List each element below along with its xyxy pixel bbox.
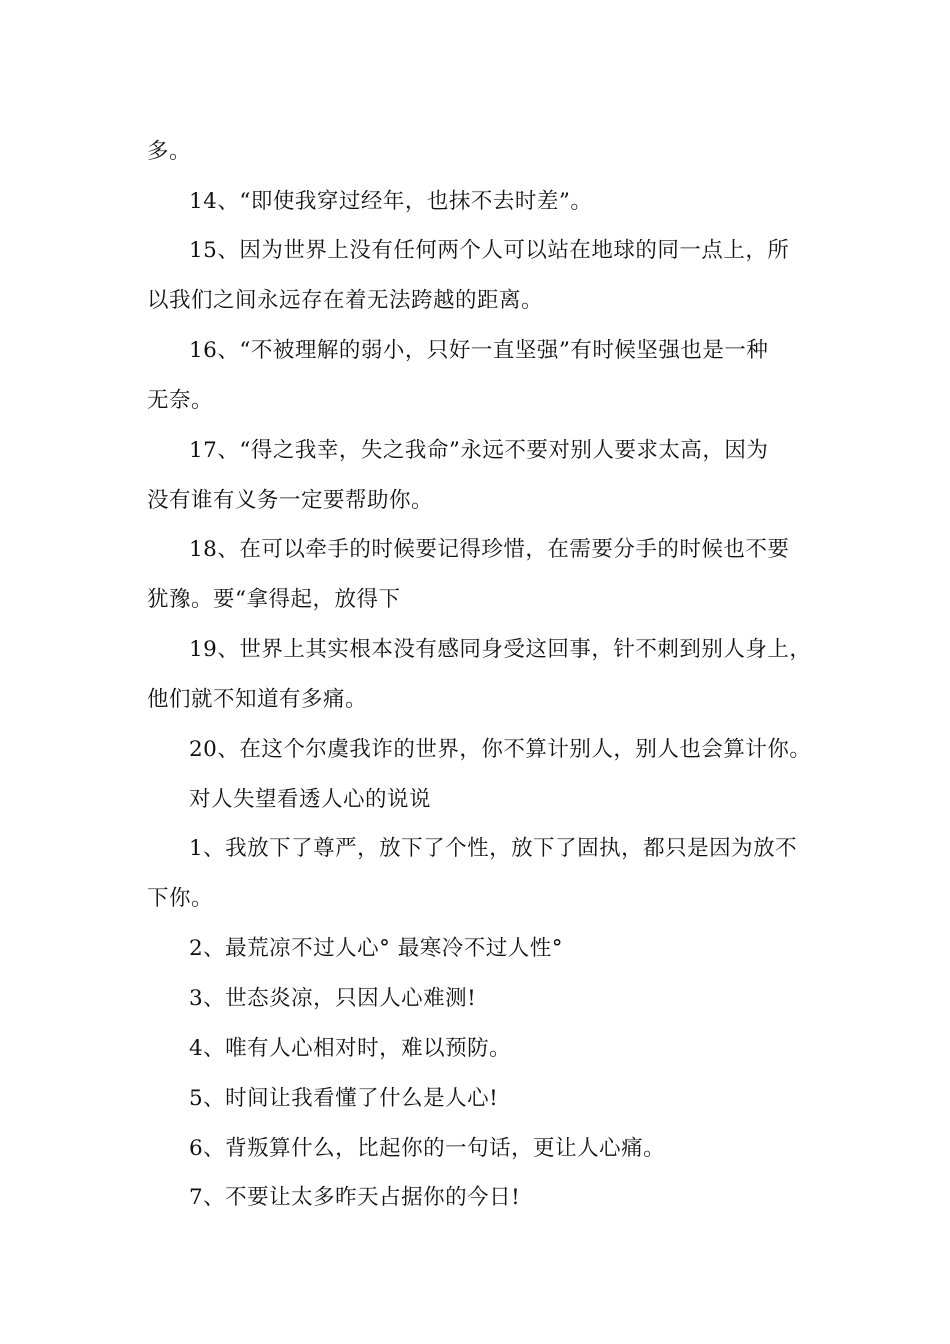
text-line: 20、在这个尔虞我诈的世界，你不算计别人，别人也会算计你。	[189, 737, 812, 762]
text-line: 2、最荒凉不过人心° 最寒冷不过人性°	[189, 936, 564, 961]
text-line: 16、“不被理解的弱小，只好一直坚强”有时候坚强也是一种	[189, 338, 769, 363]
text-line: 多。	[147, 139, 192, 164]
text-line: 他们就不知道有多痛。	[147, 687, 368, 712]
text-line: 1、我放下了尊严，放下了个性，放下了固执，都只是因为放不	[189, 836, 798, 861]
text-line: 15、因为世界上没有任何两个人可以站在地球的同一点上，所	[189, 238, 790, 263]
text-line: 18、在可以牵手的时候要记得珍惜，在需要分手的时候也不要	[189, 537, 790, 562]
text-line: 4、唯有人心相对时，难以预防。	[189, 1036, 512, 1061]
text-line: 3、世态炎凉，只因人心难测!	[189, 986, 477, 1011]
text-line: 5、时间让我看懂了什么是人心!	[189, 1086, 499, 1111]
text-line: 下你。	[147, 886, 214, 911]
text-line: 无奈。	[147, 388, 214, 413]
text-line: 6、背叛算什么，比起你的一句话，更让人心痛。	[189, 1136, 666, 1161]
text-line: 19、世界上其实根本没有感同身受这回事，针不刺到别人身上，	[189, 637, 812, 662]
text-line: 7、不要让太多昨天占据你的今日!	[189, 1185, 521, 1210]
text-line: 14、“即使我穿过经年，也抹不去时差”。	[189, 189, 593, 214]
text-line: 17、“得之我幸，失之我命”永远不要对别人要求太高，因为	[189, 438, 769, 463]
text-line: 没有谁有义务一定要帮助你。	[147, 488, 434, 513]
section-heading: 对人失望看透人心的说说	[189, 787, 432, 812]
text-line: 犹豫。要“拿得起，放得下	[147, 587, 401, 612]
text-line: 以我们之间永远存在着无法跨越的距离。	[147, 288, 544, 313]
